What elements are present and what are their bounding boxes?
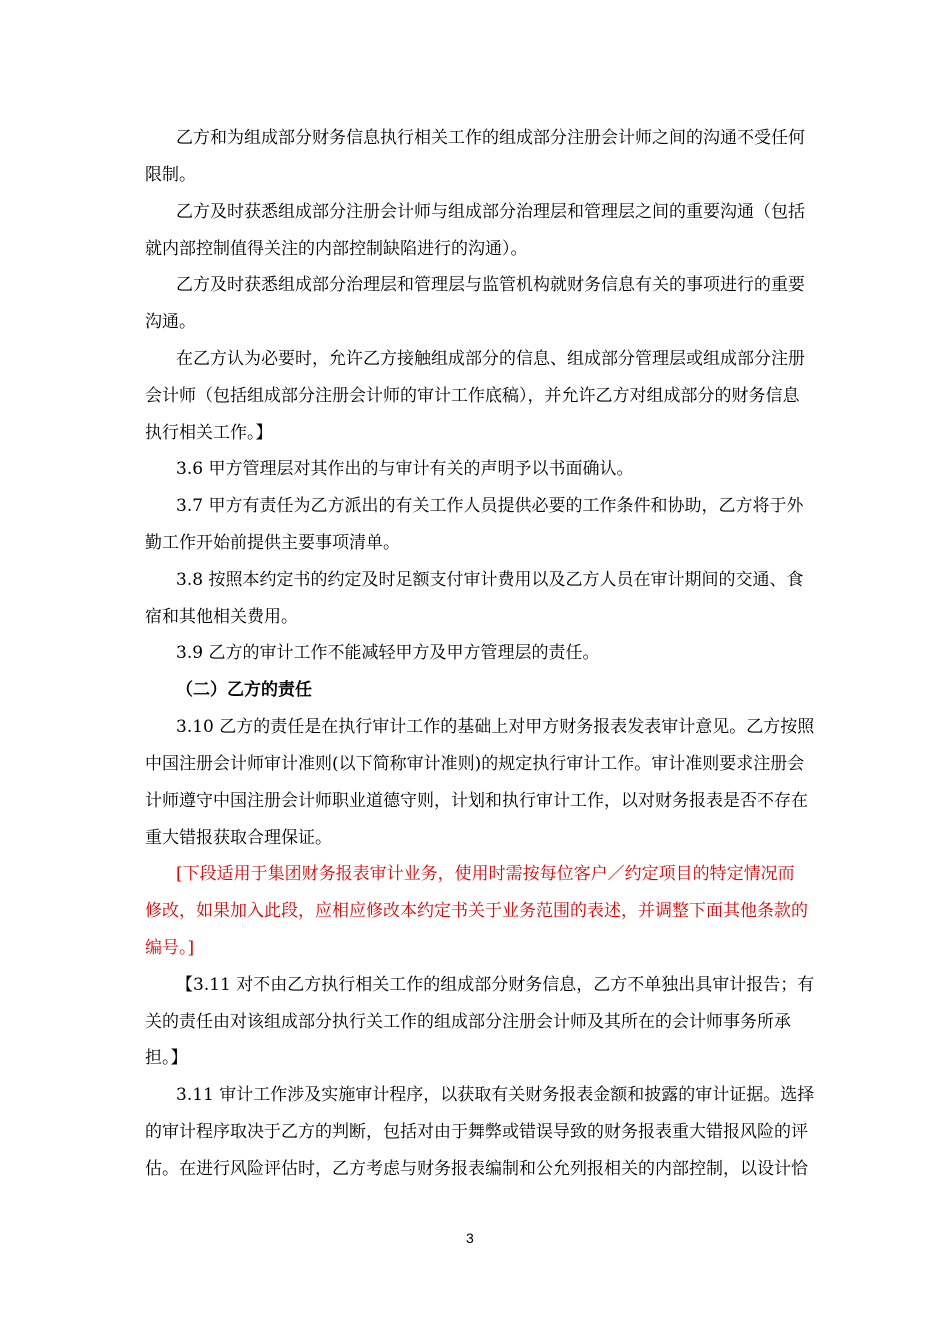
paragraph-line: 的审计程序取决于乙方的判断，包括对由于舞弊或错误导致的财务报表重大错报风险的评 [145,1122,808,1142]
paragraph-line: 限制。 [145,165,196,185]
paragraph-line: 3.10 乙方的责任是在执行审计工作的基础上对甲方财务报表发表审计意见。乙方按照 [176,717,815,737]
paragraph-line: 3.9 乙方的审计工作不能减轻甲方及甲方管理层的责任。 [176,643,600,663]
paragraph-line: 【3.11 对不由乙方执行相关工作的组成部分财务信息，乙方不单独出具审计报告；有 [176,975,815,995]
paragraph-line: 3.11 审计工作涉及实施审计程序，以获取有关财务报表金额和披露的审计证据。选择 [176,1085,815,1105]
instruction-note-line: 编号。] [145,938,195,958]
paragraph-line: 中国注册会计师审计准则(以下简称审计准则)的规定执行审计工作。审计准则要求注册会 [145,754,805,774]
paragraph-line: 乙方及时获悉组成部分注册会计师与组成部分治理层和管理层之间的重要沟通（包括 [176,202,805,222]
section-heading: （二）乙方的责任 [176,680,312,700]
paragraph-line: 会计师（包括组成部分注册会计师的审计工作底稿），并允许乙方对组成部分的财务信息 [145,386,800,406]
paragraph-line: 乙方及时获悉组成部分治理层和管理层与监管机构就财务信息有关的事项进行的重要 [176,275,805,295]
paragraph-line: 估。在进行风险评估时，乙方考虑与财务报表编制和公允列报相关的内部控制，以设计恰 [145,1159,808,1179]
instruction-note-line: 修改，如果加入此段，应相应修改本约定书关于业务范围的表述，并调整下面其他条款的 [145,901,808,921]
paragraph-line: 3.8 按照本约定书的约定及时足额支付审计费用以及乙方人员在审计期间的交通、食 [176,570,804,590]
paragraph-line: 沟通。 [145,312,196,332]
paragraph-line: 就内部控制值得关注的内部控制缺陷进行的沟通）。 [145,239,528,259]
paragraph-line: 在乙方认为必要时，允许乙方接触组成部分的信息、组成部分管理层或组成部分注册 [176,349,805,369]
instruction-note-line: [下段适用于集团财务报表审计业务，使用时需按每位客户／约定项目的特定情况而 [176,864,795,884]
paragraph-line: 重大错报获取合理保证。 [145,828,332,848]
paragraph-line: 勤工作开始前提供主要事项清单。 [145,533,400,553]
paragraph-line: 宿和其他相关费用。 [145,607,298,627]
paragraph-line: 3.7 甲方有责任为乙方派出的有关工作人员提供必要的工作条件和协助，乙方将于外 [176,496,804,516]
page-number: 3 [466,1230,474,1246]
paragraph-line: 担。】 [145,1048,188,1068]
paragraph-line: 3.6 甲方管理层对其作出的与审计有关的声明予以书面确认。 [176,459,634,479]
paragraph-line: 计师遵守中国注册会计师职业道德守则，计划和执行审计工作，以对财务报表是否不存在 [145,791,808,811]
paragraph-line: 乙方和为组成部分财务信息执行相关工作的组成部分注册会计师之间的沟通不受任何 [176,128,805,148]
paragraph-line: 关的责任由对该组成部分执行关工作的组成部分注册会计师及其所在的会计师事务所承 [145,1012,791,1032]
paragraph-line: 执行相关工作。】 [145,423,273,443]
